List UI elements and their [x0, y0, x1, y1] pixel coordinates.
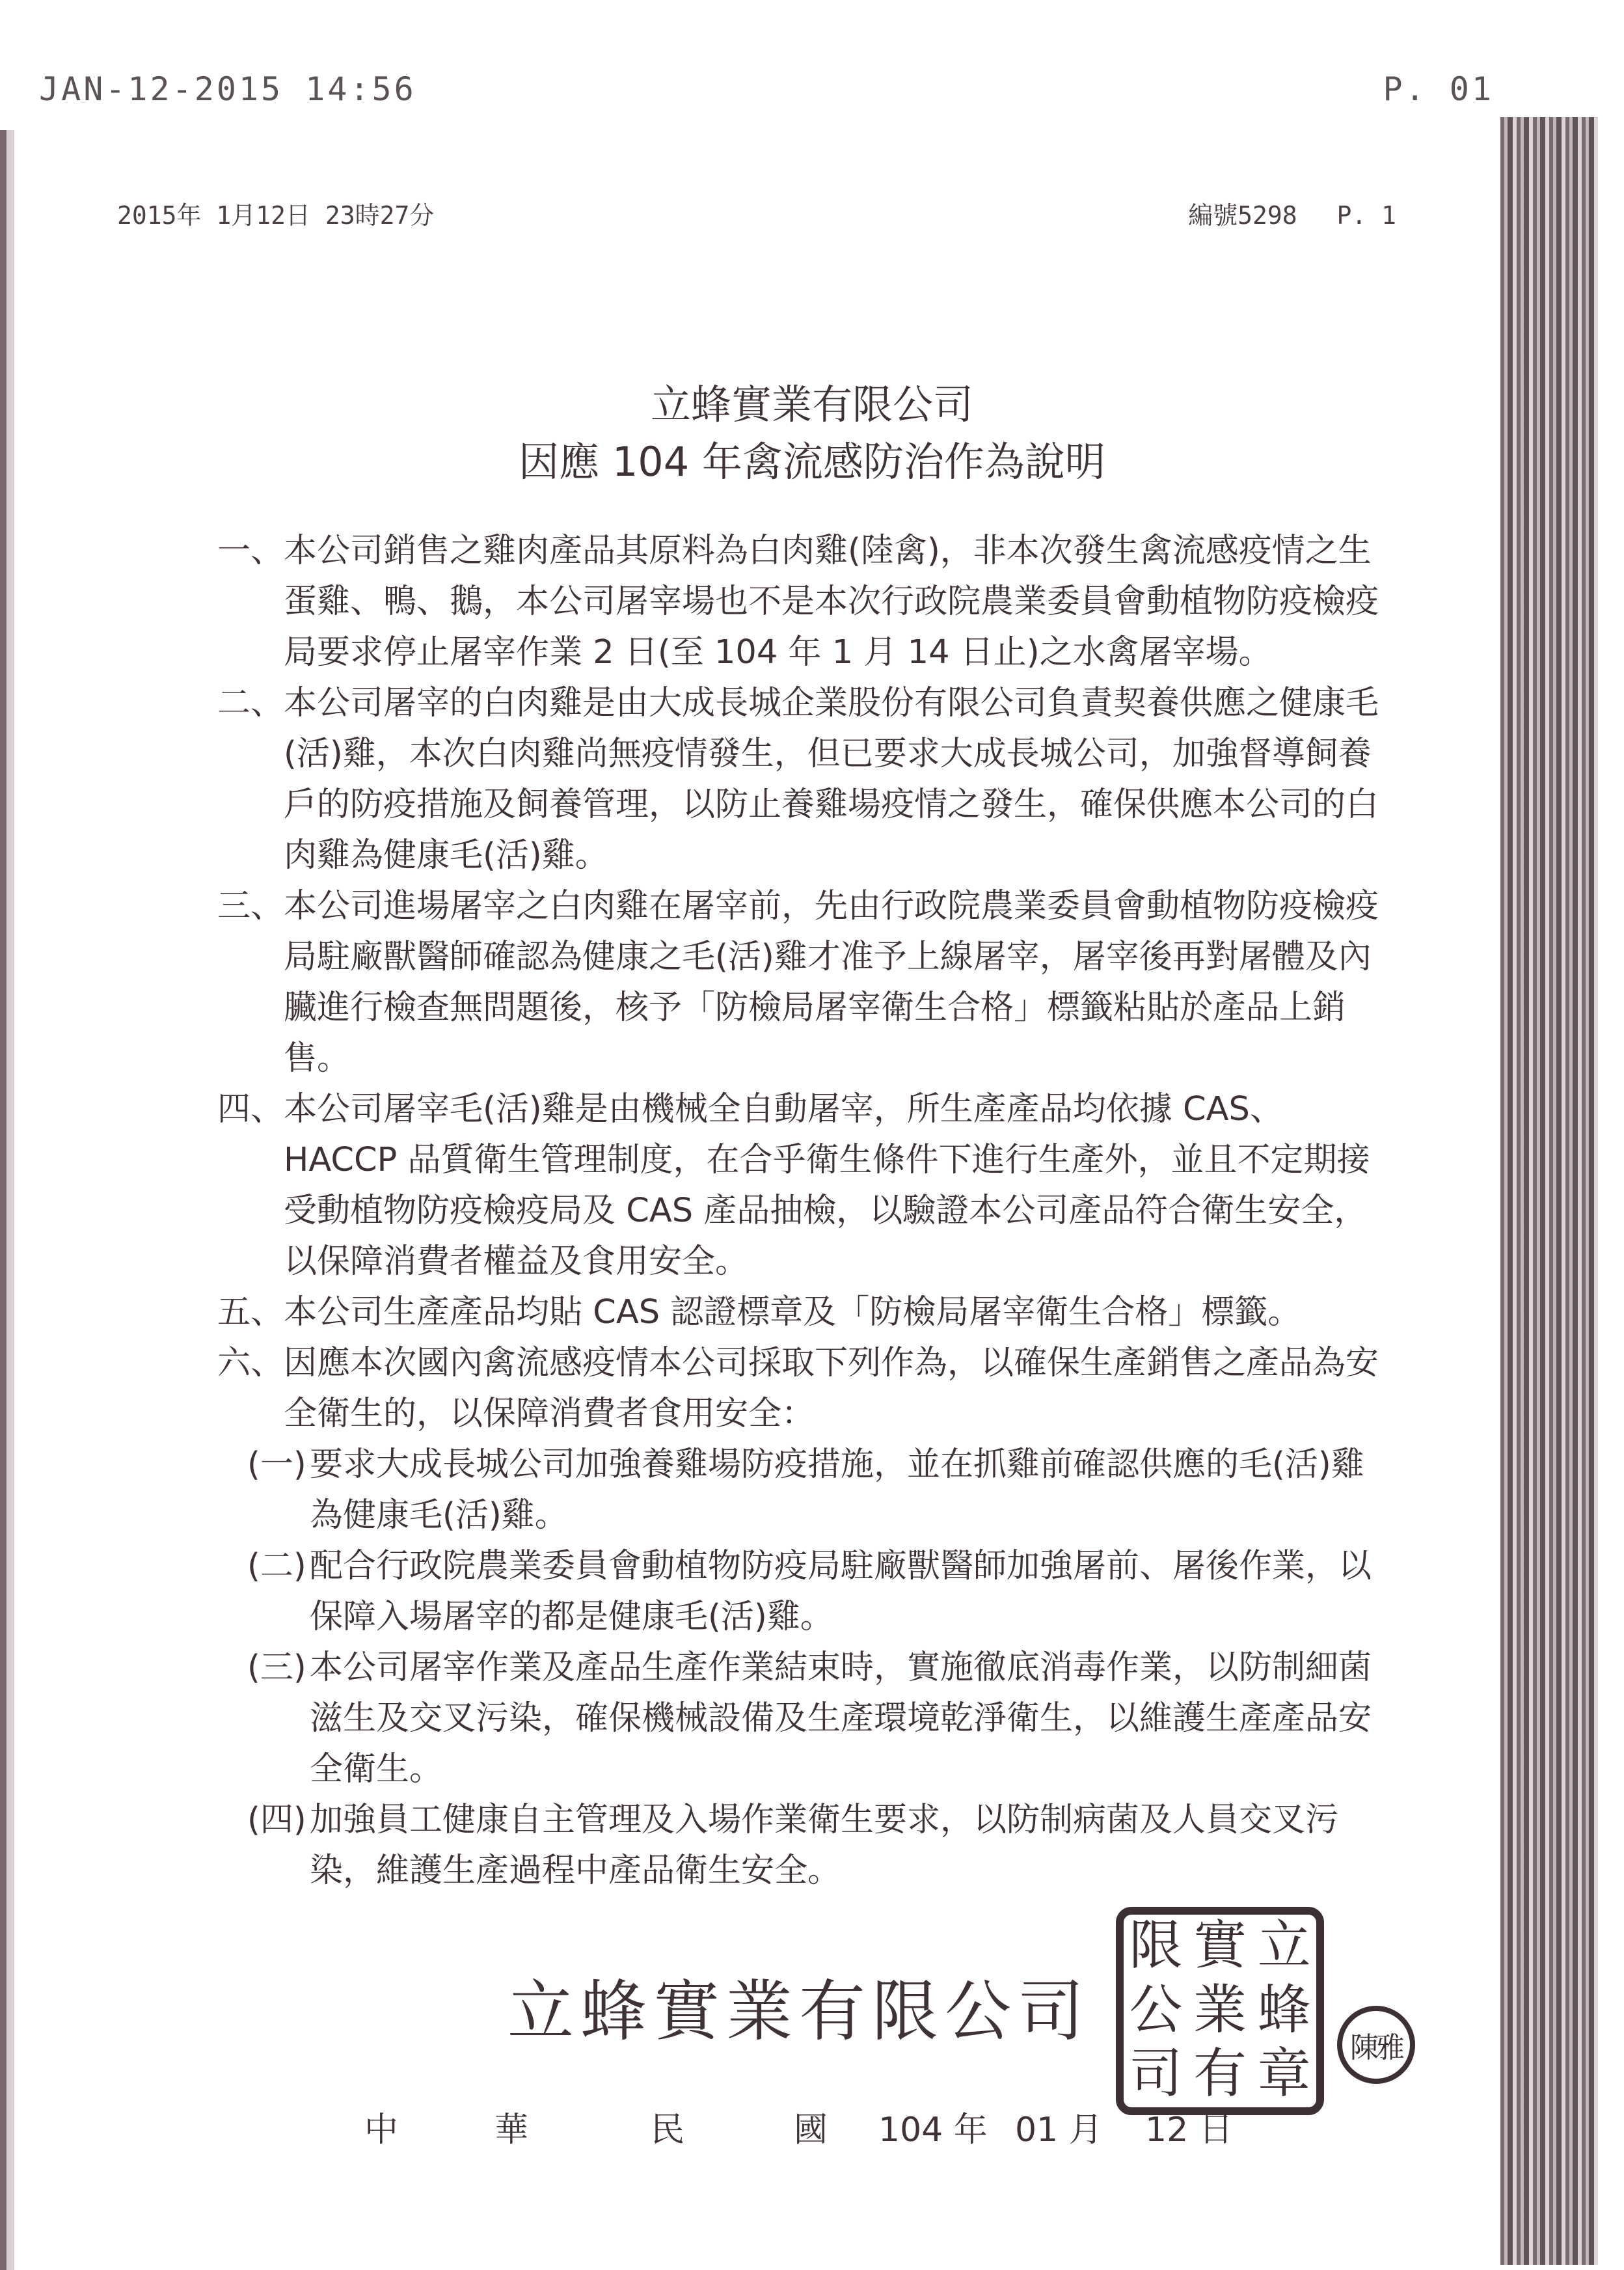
sub-list-item [247, 1643, 1379, 1795]
subitem-marker: (四) [247, 1801, 306, 1839]
date-char: 中 [364, 2111, 399, 2150]
date-year: 104 年 [878, 2111, 988, 2150]
seal-char: 公 [1129, 1978, 1183, 2041]
subitem-marker: (三) [247, 1648, 306, 1687]
date-day: 12 日 [1145, 2111, 1233, 2150]
company-seal [1116, 1907, 1324, 2115]
item-text: 因應本次國內禽流感疫情本公司採取下列作為，以確保生產銷售之產品為安全衛生的，以保障消費者食用安全： [284, 1344, 1379, 1433]
sub-list-item [247, 1795, 1379, 1896]
date-char: 國 [794, 2111, 828, 2150]
representative-seal: 陳雅 [1337, 2006, 1415, 2084]
subitem-text: 加強員工健康自主管理及入場作業衛生要求，以防制病菌及人員交叉污染，維護生產過程中產品衛生安全。 [310, 1801, 1339, 1890]
fax-page-number: P. 01 [1383, 70, 1494, 108]
subitem-marker: (二) [247, 1547, 306, 1585]
fax-header [39, 70, 1494, 116]
item-marker: 六、 [217, 1344, 284, 1382]
transmission-datetime: 2015年 1月12日 23時27分 [117, 201, 435, 230]
item-text: 本公司生產產品均貼 CAS 認證標章及「防檢局屠宰衛生合格」標籤。 [284, 1293, 1301, 1332]
seal-char: 司 [1129, 2043, 1183, 2105]
list-item [208, 678, 1379, 881]
seal-char: 章 [1257, 2043, 1311, 2105]
item-marker: 二、 [217, 684, 284, 722]
document-body [208, 526, 1379, 1896]
list-item [208, 1338, 1379, 1440]
fax-timestamp: JAN-12-2015 14:56 [39, 70, 416, 108]
date-month: 01 月 [1015, 2111, 1103, 2150]
subitem-marker: (一) [247, 1445, 306, 1484]
sub-list-item [247, 1541, 1379, 1643]
seal-char: 立 [1257, 1915, 1311, 1976]
item-marker: 五、 [217, 1293, 284, 1332]
seal-char: 限 [1129, 1915, 1183, 1976]
subitem-text: 要求大成長城公司加強養雞場防疫措施，並在抓雞前確認供應的毛(活)雞為健康毛(活)雞。 [310, 1445, 1364, 1535]
date-char: 華 [494, 2111, 529, 2150]
list-item [208, 881, 1379, 1084]
seal-char: 蜂 [1257, 1978, 1311, 2041]
subitem-text: 配合行政院農業委員會動植物防疫局駐廠獸醫師加強屠前、屠後作業，以保障入場屠宰的都是健康毛(活)雞。 [310, 1547, 1372, 1636]
item-marker: 一、 [217, 532, 284, 570]
item-text: 本公司屠宰毛(活)雞是由機械全自動屠宰，所生產產品均依據 CAS、HACCP 品質衛生管理制度，在合乎衛生條件下進行生產外，並且不定期接受動植物防疫檢疫局及 CAS 產品抽檢，以驗證本公司產品符合衛生安全，以保障消費者權益及食用安全。 [284, 1090, 1370, 1281]
seal-char: 有 [1193, 2043, 1247, 2105]
list-item [208, 1287, 1379, 1338]
transmission-stamp [117, 195, 1396, 234]
list-item [208, 526, 1379, 678]
document-subject: 因應 104 年禽流感防治作為說明 [519, 438, 1105, 485]
seal-char: 實 [1193, 1915, 1247, 1976]
item-text: 本公司屠宰的白肉雞是由大成長城企業股份有限公司負責契養供應之健康毛(活)雞，本次白肉雞尚無疫情發生，但已要求大成長城公司，加強督導飼養戶的防疫措施及飼養管理，以防止養雞場疫情之發生，確保供應本公司的白肉雞為健康毛(活)雞。 [284, 684, 1379, 875]
seal-char: 業 [1193, 1978, 1247, 2041]
item-marker: 三、 [217, 887, 284, 925]
subitem-text: 本公司屠宰作業及產品生產作業結束時，實施徹底消毒作業，以防制細菌滋生及交叉污染，確保機械設備及生產環境乾淨衛生，以維護生產產品安全衛生。 [310, 1648, 1372, 1788]
company-title: 立蜂實業有限公司 [650, 381, 973, 428]
item-marker: 四、 [217, 1090, 284, 1128]
item-text: 本公司銷售之雞肉產品其原料為白肉雞(陸禽)，非本次發生禽流感疫情之生蛋雞、鴨、鵝，本公司屠宰場也不是本次行政院農業委員會動植物防疫檢疫局要求停止屠宰作業 2 日(至 104 年 1 月 14 日止)之水禽屠宰場。 [284, 532, 1379, 672]
date-char: 民 [651, 2111, 685, 2150]
signature-company-name: 立蜂實業有限公司 [508, 1973, 1090, 2051]
item-text: 本公司進場屠宰之白肉雞在屠宰前，先由行政院農業委員會動植物防疫檢疫局駐廠獸醫師確認為健康之毛(活)雞才准予上線屠宰，屠宰後再對屠體及內臟進行檢查無問題後，核予「防檢局屠宰衛生合格」標籤粘貼於產品上銷售。 [284, 887, 1379, 1078]
transmission-number: 編號5298 P. 1 [1188, 201, 1396, 230]
list-item [208, 1084, 1379, 1287]
sub-list-item [247, 1440, 1379, 1541]
